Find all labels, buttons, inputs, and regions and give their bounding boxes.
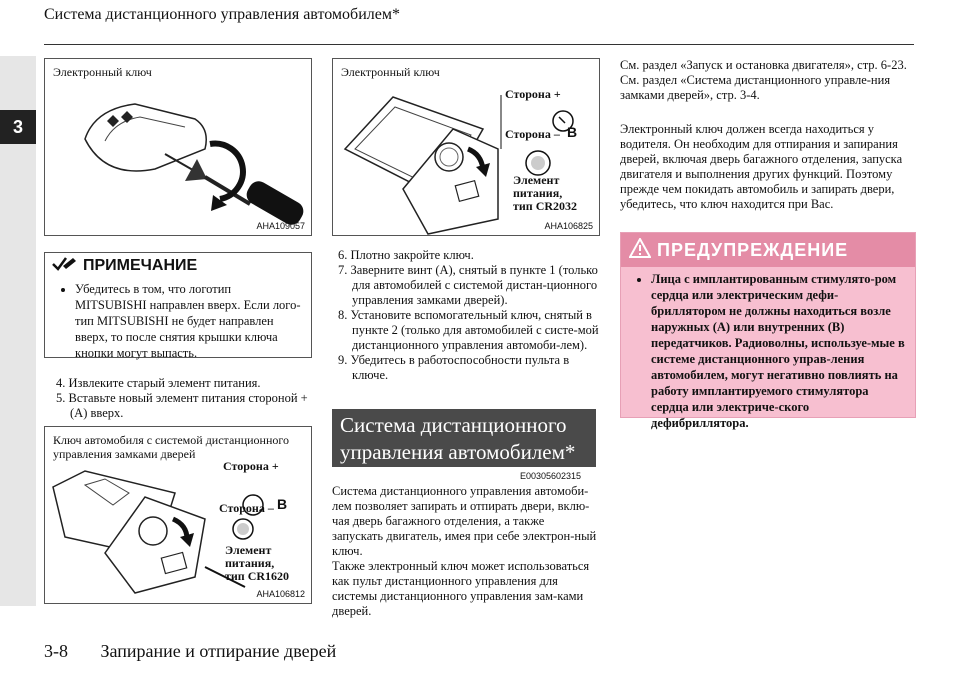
side-minus-label: Сторона – bbox=[219, 501, 274, 515]
note-header bbox=[45, 253, 311, 279]
section-code: E00305602315 bbox=[520, 471, 582, 481]
figure-caption: Электронный ключ bbox=[53, 65, 152, 79]
letter-b-label: B bbox=[567, 124, 578, 140]
ref-2[interactable]: См. раздел «Система дистанционного управле-ния замками дверей», стр. 3-4. bbox=[620, 73, 891, 102]
step-9: 9. Убедитесь в работоспособности пульта в ключе. bbox=[338, 353, 570, 382]
step-5: 5. Вставьте новый элемент питания стороной + (A) вверх. bbox=[56, 391, 308, 420]
element-label-line1: Элемент bbox=[225, 543, 272, 557]
step-4: 4. Извлеките старый элемент питания. bbox=[56, 376, 261, 390]
pencil-check-icon bbox=[51, 256, 77, 277]
figure-code: AHA109057 bbox=[256, 221, 305, 231]
element-label-line2: питания, bbox=[513, 186, 563, 200]
section-paragraph-2: Также электронный ключ может использоваться как пульт дистанционного управления для системы дистанционного управления зам-ками дверей. bbox=[332, 559, 590, 618]
key-screwdriver-illustration bbox=[45, 59, 311, 235]
note-box bbox=[44, 252, 312, 358]
ref-1[interactable]: См. раздел «Запуск и остановка двигателя», стр. 6-23. bbox=[620, 58, 907, 72]
page-footer bbox=[44, 641, 336, 662]
step-7: 7. Заверните винт (A), снятый в пункте 1 (только для автомобилей с системой дистан-ционного управления замками дверей). bbox=[338, 263, 598, 307]
right-paragraph: Электронный ключ должен всегда находиться у водителя. Он необходим для отпирания и запирания дверей, включая дверь багажного отделения, запуска двигателя и выполнения других функций. Поэтому прежде чем покидать автомобиль и запирать двери, убедитесь, что ключ находится при Вас. bbox=[620, 122, 903, 211]
step-6: 6. Плотно закройте ключ. bbox=[338, 248, 474, 262]
element-label-line3: тип CR1620 bbox=[225, 569, 290, 583]
note-item: • Убедитесь в том, что логотип MITSUBISHI направлен вверх. Если лого-тип MITSUBISHI не будет направлен вверх, то после снятия крышки ключа кнопки могут выпасть. bbox=[75, 281, 303, 361]
right-refs bbox=[620, 58, 914, 103]
note-title: ПРИМЕЧАНИЕ bbox=[83, 257, 198, 274]
figure-key-battery-cr1620 bbox=[44, 426, 312, 604]
step-8: 8. Установите вспомогательный ключ, снятый в пункте 2 (только для автомобилей с систе-мой дистанционного управления автомоби-лем). bbox=[338, 308, 599, 352]
figure-code: AHA106825 bbox=[544, 221, 593, 231]
steps-left bbox=[56, 376, 314, 421]
header-divider bbox=[44, 44, 914, 45]
warning-box bbox=[620, 232, 916, 430]
footer-section-title: Запирание и отпирание дверей bbox=[100, 641, 337, 661]
warning-item: • Лица с имплантированным стимулято-ром сердца или электрическим дефи-бриллятором не должны находиться возле наружных (A) или внутренних (B) передатчиков. Радиоволны, используе-мые в системе дистанционного управ-ления автомобилем, могут негативно повлиять на работу имплантируемого стимулятора сердца или электриче-ского дефибриллятора. bbox=[651, 271, 907, 431]
figure-key-screwdriver bbox=[44, 58, 312, 236]
figure-code: AHA106812 bbox=[256, 589, 305, 599]
figure-caption-line2: управления замками дверей bbox=[53, 447, 196, 461]
figure-caption: Электронный ключ bbox=[341, 65, 440, 79]
side-plus-label: Сторона + bbox=[223, 459, 279, 473]
warning-header bbox=[621, 233, 915, 267]
element-label-line2: питания, bbox=[225, 556, 275, 570]
figure-key-battery-cr2032 bbox=[332, 58, 600, 236]
side-plus-label: Сторона + bbox=[505, 87, 561, 101]
element-label-line3: тип CR2032 bbox=[513, 199, 578, 213]
element-label-line1: Элемент bbox=[513, 173, 560, 187]
side-minus-label: Сторона – bbox=[505, 127, 560, 141]
letter-b-label: B bbox=[277, 496, 288, 512]
warning-title: ПРЕДУПРЕЖДЕНИЕ bbox=[657, 239, 849, 260]
figure-caption-line1: Ключ автомобиля с системой дистанционного bbox=[53, 433, 290, 447]
steps-mid bbox=[338, 248, 600, 383]
page-number: 3-8 bbox=[44, 641, 68, 661]
warning-triangle-icon bbox=[629, 238, 651, 263]
section-heading: Система дистанционного управления автомобилем* bbox=[332, 409, 596, 467]
chapter-tab[interactable]: 3 bbox=[0, 110, 36, 144]
section-paragraph-1: Система дистанционного управления автомоби-лем позволяет запирать и отпирать двери, вклю-чая дверь багажного отделения, а также запускать двигатель, имея при себе электрон-ный ключ. bbox=[332, 484, 597, 558]
page-header-title: Система дистанционного управления автомобилем* bbox=[44, 6, 400, 23]
section-body bbox=[332, 484, 598, 619]
